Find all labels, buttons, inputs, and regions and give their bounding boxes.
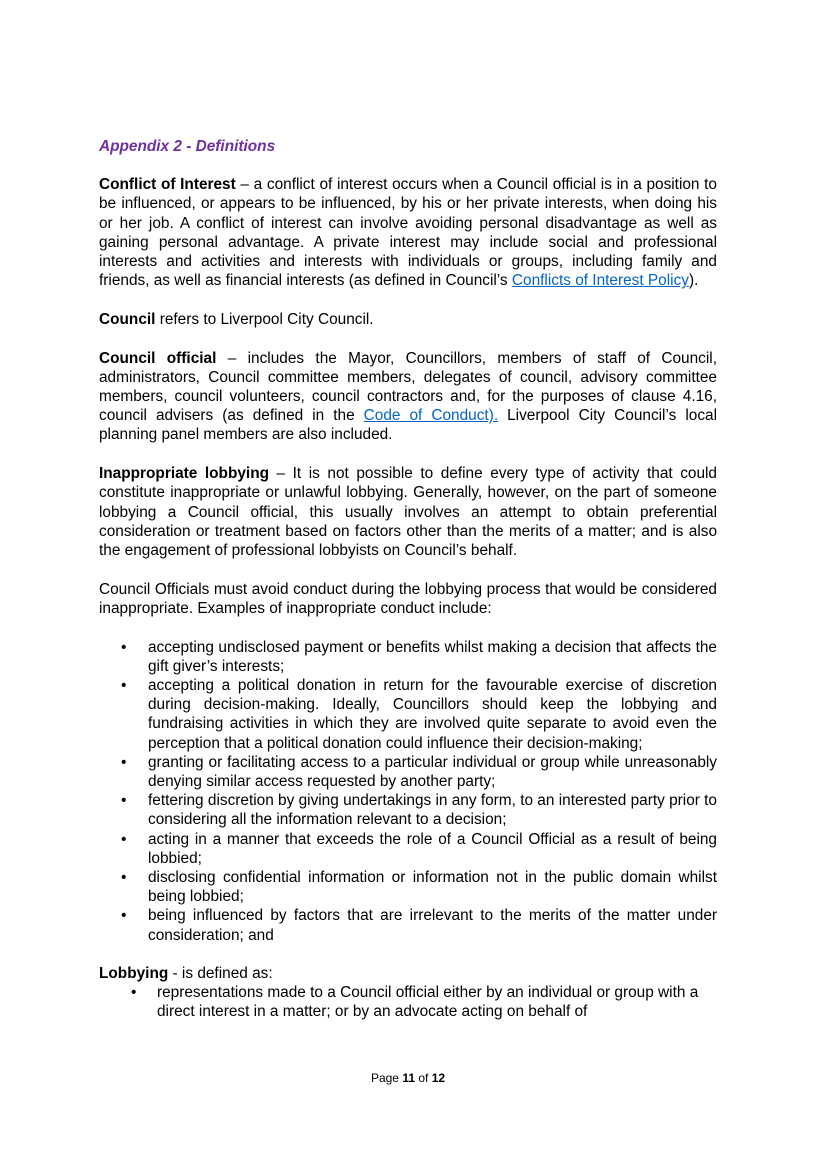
bullet-icon: • <box>121 869 127 886</box>
definition-tail: ). <box>688 272 699 290</box>
code-of-conduct-link[interactable]: Code of Conduct). <box>363 407 499 425</box>
list-item: • representations made to a Council official either by an individual or group with a direct interest in a matter; or by an advocate acting on behalf of <box>131 984 699 1021</box>
bullet-icon: • <box>121 676 127 694</box>
list-item: • accepting a political donation in return for the favourable exercise of discretion during decision-making. Ideally, Councillors should keep the lobbying and fundraising activities in which they are involved quite separate to avoid even the perception that a political donation could influence their decision-making; <box>121 676 717 752</box>
definition-text: – It is not possible to define every type of activity that could constitute inappropriate or unlawful lobbying. Generally, however, on the part of someone lobbying a Council official, this usually involves an attempt to obtain preferential consideration or treatment based on factors other than the merits of a matter; and is also the engagement of professional lobbyists on Council’s behalf. <box>99 465 717 559</box>
page-footer: Page 11 of 12 <box>370 1071 446 1085</box>
list-item: • fettering discretion by giving undertakings in any form, to an interested party prior to considering all the information relevant to a decision; <box>121 792 717 829</box>
term-conflict-of-interest: Conflict of Interest <box>99 176 236 194</box>
conflicts-of-interest-policy-link[interactable]: Conflicts of Interest Policy <box>511 272 689 290</box>
page-number-total: 12 <box>431 1071 446 1085</box>
lobbying-list <box>99 983 717 1021</box>
definition-inappropriate-lobbying <box>99 464 717 560</box>
list-item: • acting in a manner that exceeds the role of a Council Official as a result of being lobbied; <box>121 830 717 867</box>
list-item: • granting or facilitating access to a particular individual or group while unreasonably denying similar access requested by another party; <box>121 753 717 790</box>
appendix-heading: Appendix 2 - Definitions <box>99 138 276 155</box>
bullet-icon: • <box>121 907 127 925</box>
definition-council-official <box>99 349 717 445</box>
definition-text: – includes the Mayor, Councillors, members of staff of Council, administrators, Council committee members, delegates of council, advisory committee members, council volunteers, council contractors and, for the purposes of clause 4.16, council advisers (as defined in the <box>99 349 717 425</box>
definition-text: refers to Liverpool City Council. <box>155 310 374 328</box>
term-lobbying: Lobbying <box>99 964 169 982</box>
list-item: • being influenced by factors that are irrelevant to the merits of the matter under consideration; and <box>121 907 717 944</box>
definition-council <box>99 310 717 329</box>
bullet-icon: • <box>121 830 127 848</box>
term-council-official: Council official <box>99 349 217 367</box>
term-inappropriate-lobbying: Inappropriate lobbying <box>99 465 270 483</box>
definition-text: - is defined as: <box>168 964 273 982</box>
list-item: • accepting undisclosed payment or benefits whilst making a decision that affects the gift giver’s interests; <box>121 638 717 675</box>
definition-text: – a conflict of interest occurs when a Council official is in a position to be influenced, or appears to be influenced, by his or her private interests, when doing his or her job. A conflict of interest can involve avoiding personal disadvantage as well as gaining personal advantage. A private interest may include social and professional interests and activities and interests with individuals or groups, including family and friends, as well as financial interests (as defined in Council’s <box>99 176 717 290</box>
list-item: • disclosing confidential information or information not in the public domain whilst being lobbied; <box>121 869 717 906</box>
page-number-current: 11 <box>402 1071 415 1085</box>
definition-tail: Liverpool City Council’s local planning panel members are also included. <box>99 407 718 444</box>
page-content <box>99 137 717 1021</box>
bullet-icon: • <box>131 984 137 1002</box>
conduct-intro: Council Officials must avoid conduct during the lobbying process that would be considered inappropriate. Examples of inappropriate conduct include: <box>99 580 717 617</box>
inappropriate-conduct-list <box>99 638 717 945</box>
term-council: Council <box>99 310 156 328</box>
bullet-icon: • <box>121 792 127 810</box>
bullet-icon: • <box>121 753 127 771</box>
definition-conflict-of-interest <box>99 175 717 290</box>
bullet-icon: • <box>121 638 127 656</box>
definition-lobbying <box>99 964 717 983</box>
